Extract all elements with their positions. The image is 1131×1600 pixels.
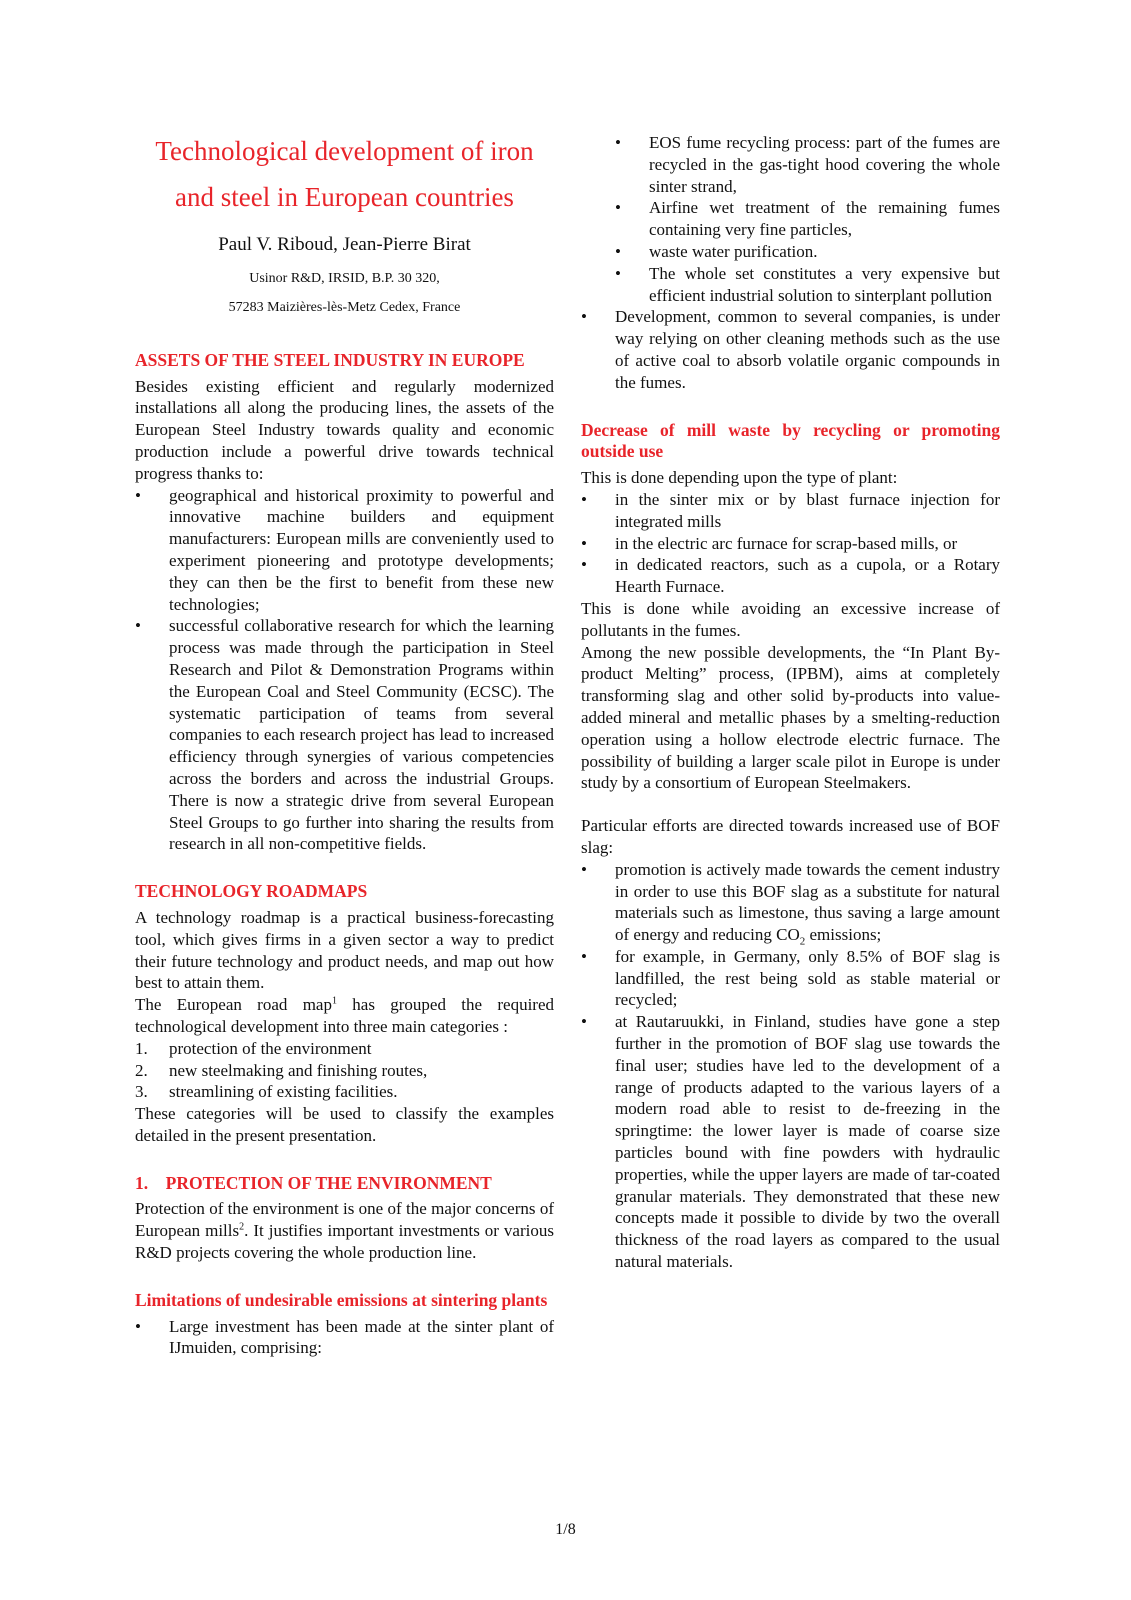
paper-title: [135, 128, 554, 220]
title-line-1: Technological development of iron: [155, 136, 534, 166]
list-item: • in the electric arc furnace for scrap-based mills, or: [581, 533, 958, 553]
section-heading-assets: ASSETS OF THE STEEL INDUSTRY IN EUROPE: [135, 349, 525, 370]
list-item: • promotion is actively made towards the cement industry in order to use this BOF slag as a substitute for natural materials such as limestone, thus saving a large amount of energy and reducing $CO_2$ emissions;: [581, 859, 1000, 948]
list-item: • waste water purification.: [615, 241, 818, 261]
authors: Paul V. Riboud, Jean-Pierre Birat: [218, 234, 471, 255]
roadmaps-paragraph-3: These categories will be used to classify the examples detailed in the present presentation.: [135, 1104, 554, 1145]
page-number: 1/8: [555, 1521, 576, 1538]
list-item: • at Rautaruukki, in Finland, studies have gone a step further in the promotion of BOF slag use towards the final user; studies have led to the development of a range of products adapted to the various layers of a modern road able to resist to de-freezing in the springtime: the lower layer is made of coarse size particles bound with fine powders with hydraulic properties, while the upper layers are made of tar-coated granular materials. They demonstrated that these new concepts made it possible to divide by two the overall thickness of the road layers as compared to the usual natural materials.: [581, 1012, 1000, 1272]
list-item: • EOS fume recycling process: part of the fumes are recycled in the gas-tight hood covering the whole sinter strand,: [615, 133, 1000, 196]
list-item: • Airfine wet treatment of the remaining fumes containing very fine particles,: [615, 198, 1000, 240]
bullet-icon: •: [581, 946, 587, 966]
list-item: • Development, common to several companies, is under way relying on other cleaning methods such as the use of active coal to absorb volatile organic compounds in the fumes.: [581, 307, 1000, 392]
assets-intro: Besides existing efficient and regularly modernized installations all along the producing lines, the assets of the European Steel Industry towards quality and economic production include a powerful drive towards technical progress thanks to:: [135, 376, 554, 483]
categories-list: [135, 1038, 554, 1103]
section-heading-environment: 1. PROTECTION OF THE ENVIRONMENT: [135, 1172, 492, 1193]
footnote-ref-1: 1: [331, 995, 337, 1007]
list-item: • in the sinter mix or by blast furnace injection for integrated mills: [581, 489, 1000, 531]
bullet-icon: •: [581, 307, 587, 327]
bullet-icon: •: [135, 616, 141, 636]
bullet-icon: •: [581, 1012, 587, 1032]
waste-bullet-list: [581, 489, 1000, 598]
bullet-icon: •: [615, 241, 621, 261]
section-heading-roadmaps: TECHNOLOGY ROADMAPS: [135, 881, 368, 902]
list-item: 2. new steelmaking and finishing routes,: [135, 1060, 428, 1080]
bullet-icon: •: [615, 133, 621, 152]
list-item: 3. streamlining of existing facilities.: [135, 1082, 398, 1102]
list-item: 1. protection of the environment: [135, 1038, 372, 1058]
assets-bullet-list: [135, 485, 554, 856]
bullet-icon: •: [581, 859, 587, 879]
list-item: • for example, in Germany, only 8.5% of BOF slag is landfilled, the rest being sold as stable material or recycled;: [581, 946, 1000, 1010]
waste-intro: This is done depending upon the type of plant:: [581, 468, 898, 488]
affiliation-line-1: Usinor R&D, IRSID, B.P. 30 320,: [249, 270, 440, 286]
list-item: • in dedicated reactors, such as a cupola, or a Rotary Hearth Furnace.: [581, 555, 1000, 597]
roadmaps-paragraph-1: A technology roadmap is a practical business-forecasting tool, which gives firms in a given sector a way to predict their future technology and product needs, and map out how best to attain them.: [135, 907, 554, 993]
list-item: • Large investment has been made at the sinter plant of IJmuiden, comprising:: [135, 1316, 554, 1358]
subsection-heading-sintering: Limitations of undesirable emissions at sintering plants: [135, 1289, 548, 1310]
title-line-2: and steel in European countries: [175, 182, 514, 212]
bof-slag-bullet-list: [581, 859, 1000, 1273]
list-item: • successful collaborative research for which the learning process was made through the participation in Steel Research and Pilot & Demonstration Programs within the European Coal and Steel Community (ECSC). The systematic participation of teams from several companies to each research project has lead to increased efficiency through synergies of various competencies across the borders and across the industrial Groups. There is now a strategic drive from several European Steel Groups to go further into sharing the results from research in all non-competitive fields.: [135, 616, 554, 854]
sintering-bullet-list: [135, 1316, 554, 1360]
bullet-icon: •: [581, 555, 587, 575]
footnote-ref-2: 2: [239, 1221, 245, 1233]
bullet-icon: •: [135, 1316, 141, 1336]
waste-paragraph-2: Among the new possible developments, the “In Plant By-product Melting” process, (IPBM), aims at completely transforming slag and other solid by-products into value-added mineral and metallic phases by a smelting-reduction operation using a hollow electrode electric furnace. The possibility of building a larger scale pilot in Europe is under study by a consortium of European Steelmakers.: [581, 642, 1000, 793]
waste-paragraph-1: This is done while avoiding an excessive increase of pollutants in the fumes.: [581, 598, 1000, 640]
subsection-heading-mill-waste: Decrease of mill waste by recycling or promoting outside use: [581, 419, 1000, 462]
environment-paragraph: Protection of the environment is one of the major concerns of European mills$^2$. It justifies important investments or various R&D projects covering the whole production line.: [135, 1199, 554, 1263]
bullet-icon: •: [581, 489, 587, 509]
roadmaps-paragraph-2: The European road map$^1$ has grouped the required technological development into three main categories :: [135, 995, 554, 1036]
affiliation: [135, 264, 554, 322]
bullet-icon: •: [581, 533, 587, 553]
right-column: [581, 132, 1000, 1273]
list-item: • geographical and historical proximity to powerful and innovative machine builders and equipment manufacturers: European mills are conveniently used to experiment pioneering and prototype developments; they can then be the first to benefit from these new technologies;: [135, 485, 554, 614]
sintering-subbullet-list: [581, 132, 1000, 394]
list-item: • The whole set constitutes a very expensive but efficient industrial solution to sinterplant pollution: [615, 263, 1000, 305]
affiliation-line-2: 57283 Maizières-lès-Metz Cedex, France: [228, 299, 461, 315]
left-column: [135, 128, 554, 1359]
waste-paragraph-3: Particular efforts are directed towards increased use of BOF slag:: [581, 816, 1000, 857]
bullet-icon: •: [135, 485, 141, 505]
bullet-icon: •: [615, 198, 621, 218]
bullet-icon: •: [615, 263, 621, 283]
